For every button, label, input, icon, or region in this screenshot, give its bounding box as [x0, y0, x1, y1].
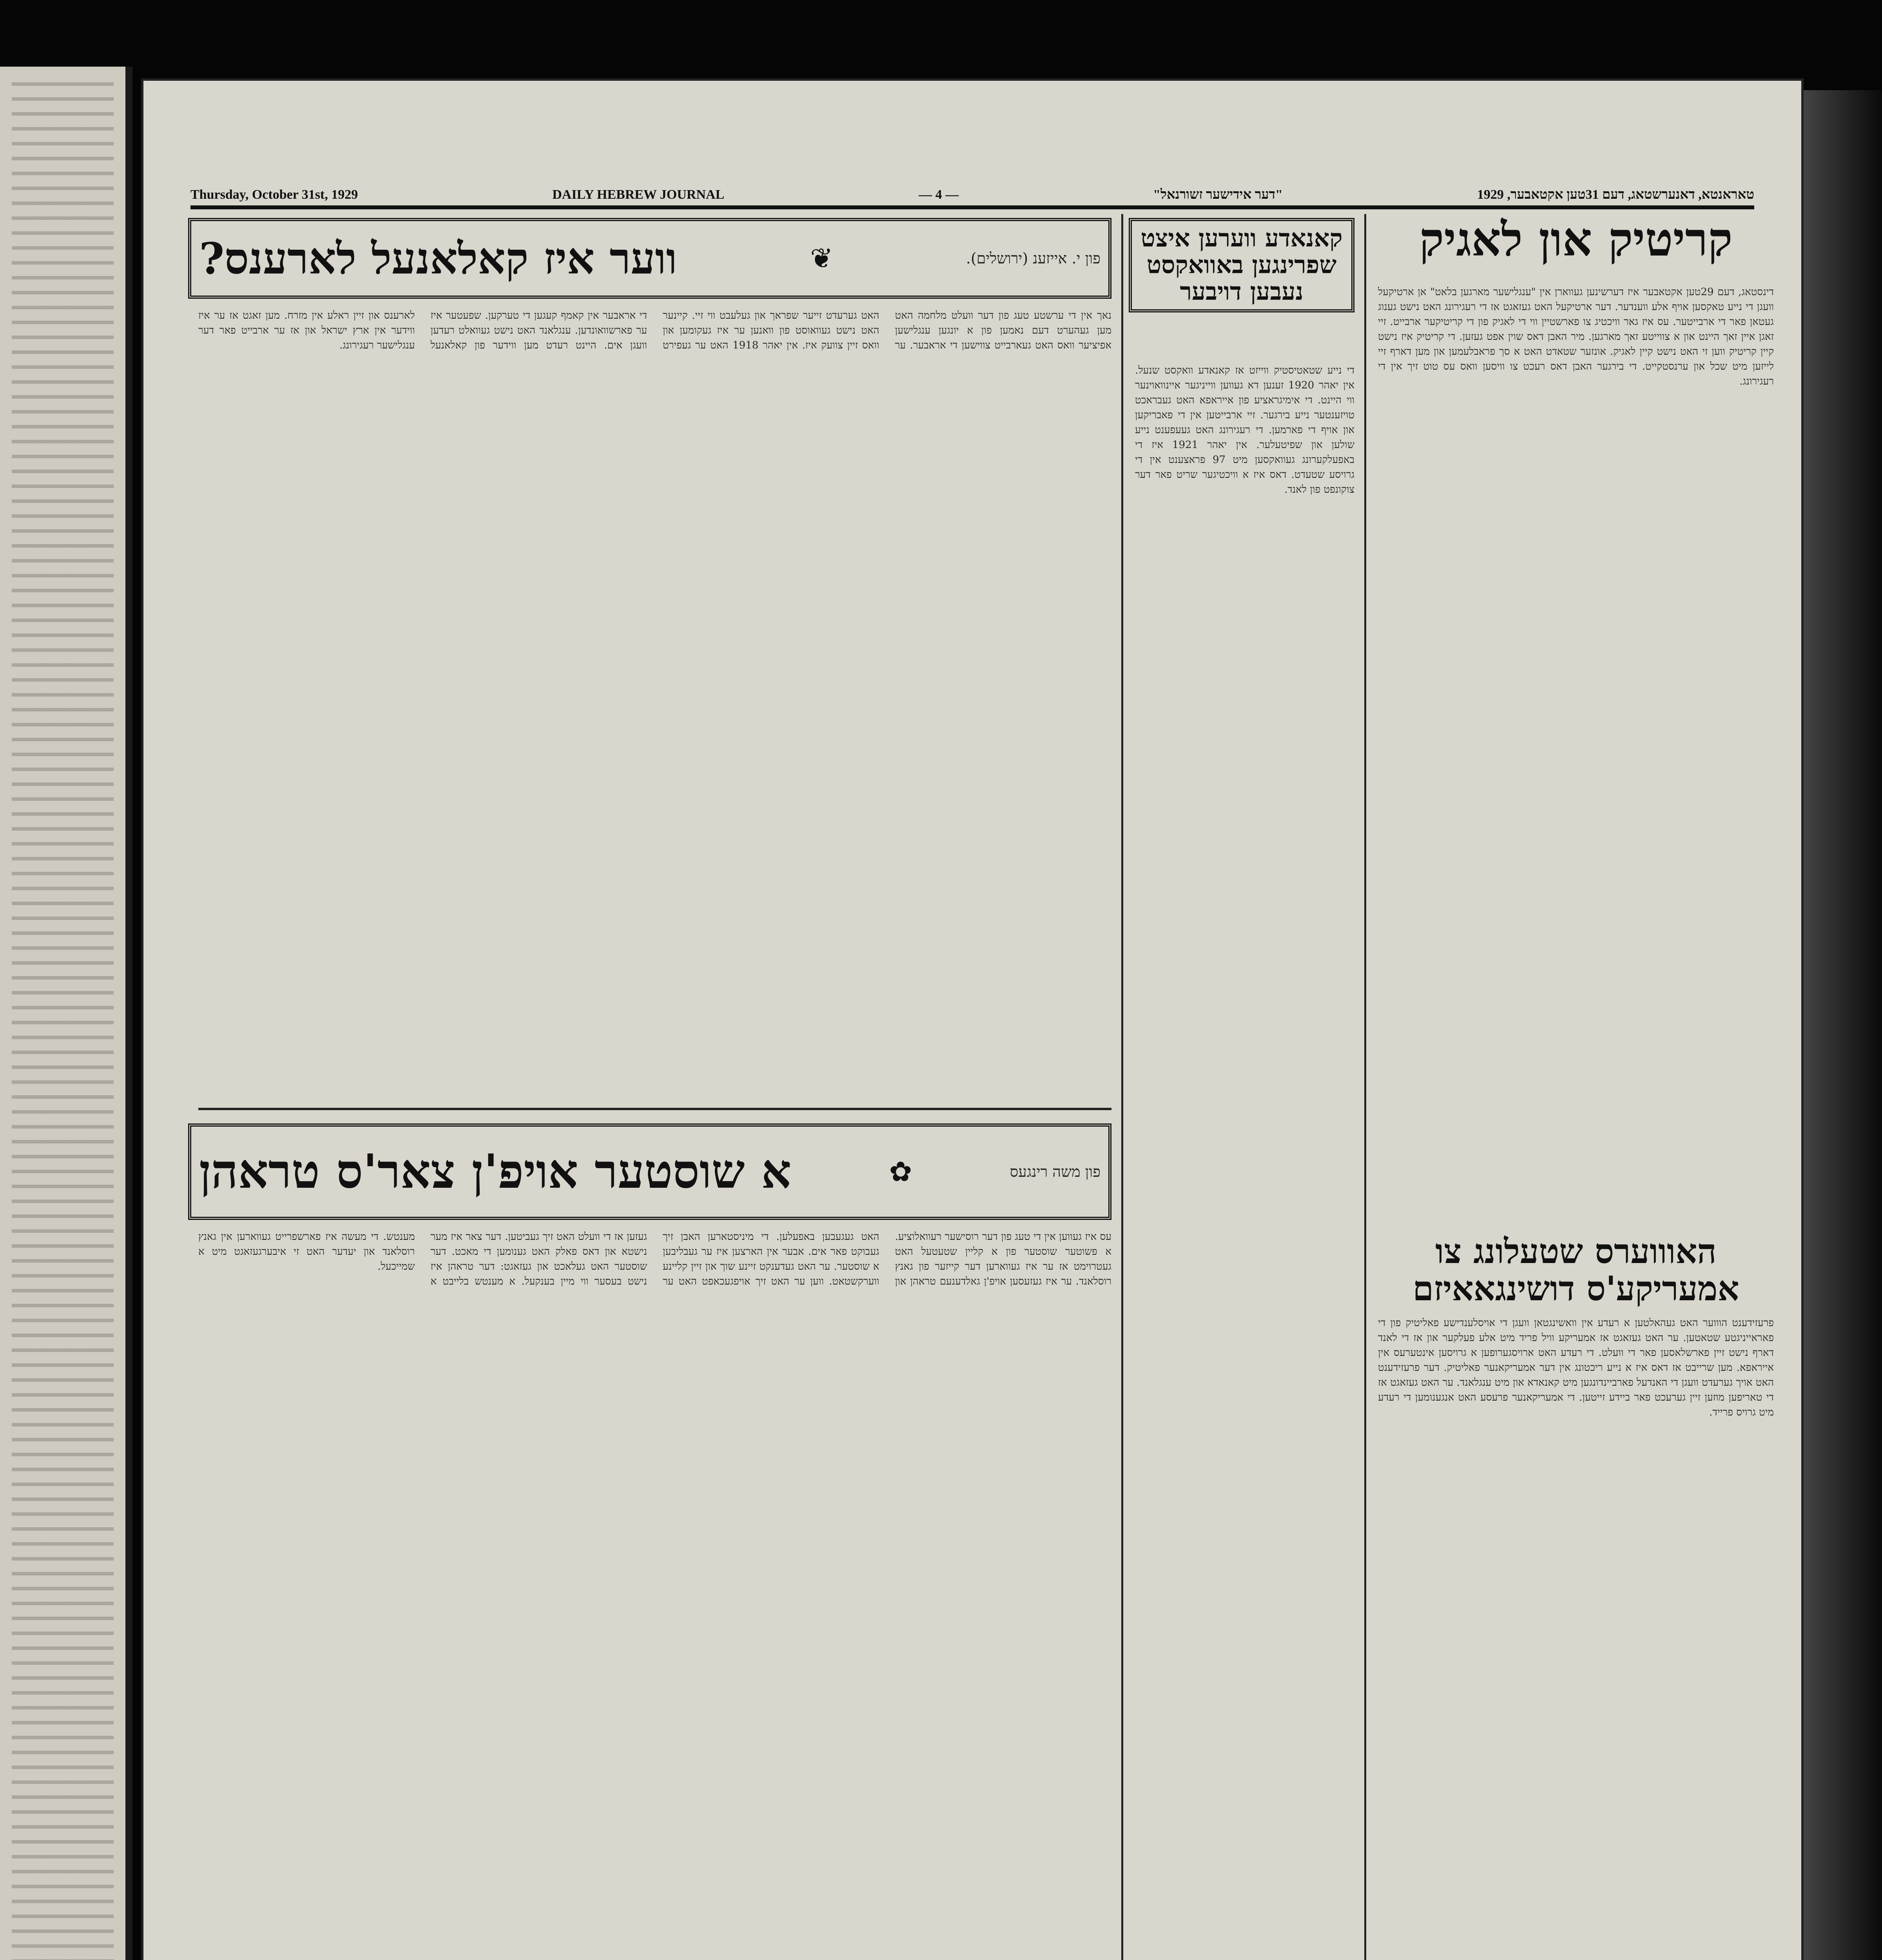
header-paper-en: DAILY HEBREW JOURNAL: [552, 187, 725, 202]
newspaper-page: [141, 78, 1804, 1960]
page-header: [190, 175, 1754, 209]
kolonel-byline: פון י. אייזענ (ירושלים).: [966, 249, 1101, 267]
kolonel-headline: ווער איז קאלאנעל לארענס?: [199, 233, 677, 284]
adjacent-page-text-lines: [12, 82, 114, 1960]
section-rule: [198, 1108, 1111, 1110]
shuster-body: עס איז געווען אין די טעג פון דער רוסישער רעוואלוציע. א פשוטער שוסטער פון א קליין שטעטעל האט געטרוימט אז ער איז געווארען דער קייזער פון גאנץ רוסלאנד. ער איז געזעסען אויפ'ן גאלדענעם טראהן און האט געגעבען באפעלען. די מיניסטארען האבן זיך געבוקט פאר אים. אבער אין הארצען איז ער געבליבען א שוסטער. ער האט געדענקט זיינע שוך און זיין קליינע ווערקשטאט. ווען ער האט זיך אויפגעכאפט האט ער געזען אז די וועלט האט זיך געביטען. דער צאר איז מער נישטא און דאס פאלק האט גענומען די מאכט. דער שוסטער האט געלאכט און געזאגט: דער טראהן איז נישט בעסער ווי מיין בענקעל. א מענטש בלייבט א מענטש. די מעשה איז פארשפרייט געווארען אין גאנץ רוסלאנד און יעדער האט זי איבערגעזאגט מיט א שמייכעל.: [198, 1231, 1111, 1287]
scan-edge-shadow: [1804, 90, 1882, 1960]
hoover-body: פרעזידענט הוווער האט געהאלטען א רעדע אין וואשינגטאן וועגן די אויסלענדישע פאליטיק פון די פאראייניגטע שטאטען. ער האט געזאגט אז אמעריקע וויל פריד מיט אלע פעלקער און אז די לאנד דארף נישט זיין פארשלאסען פאר די וועלט. די רעדע האט ארויסגערופען א גרויסען אינטערעס אין אייראפא. מען שרייבט אז דאס איז א נייע ריכטונג אין דער אמעריקאנער פאליטיק. דער פרעזידענט האט אויך גערעדט וועגן די האנדעל פארביינדונגען מיט קאנאדא און מיט ענגלאנד. ער האט געזאגט אז די טאריפען מוזען זיין גערעכט פאר ביידע זייטען. די אמעריקאנער פרעסע האט אנגענומען די רעדע מיט גרויס פרייד.: [1378, 1317, 1774, 1418]
header-paper-yi: "דער אידישער זשורנאל": [1153, 187, 1283, 202]
kanada-headline: קאנאדע ווערען איצט שפרינגען באוואקסט נעבען דויבער: [1129, 218, 1354, 312]
kolonel-body: נאך אין די ערשטע טעג פון דער וועלט מלחמה האט מען געהערט דעם נאמען פון א יונגען ענגלישען אפיציער וואס האט געארבייט צווישען די אראבער. ער האט גערעדט זייער שפראך און געלעבט ווי זיי. קיינער האט נישט געוואוסט פון וואנען ער איז געקומען און וואס זיין צוועק איז. אין יאהר 1918 האט ער געפירט די אראבער אין קאמף קעגען די טערקען. שפעטער איז ער פארשוואונדען. ענגלאנד האט נישט געוואלט רעדען וועגן אים. היינט רעדט מען ווידער פון קאלאנעל לארענס און זיין ראלע אין מזרח. מען זאגט אז ער איז ווידער אין ארץ ישראל און אז ער ארבייט פאר דער ענגלישער רעגירונג.: [198, 310, 1111, 351]
adjacent-page-strip: [0, 67, 132, 1960]
hoover-headline: האוווערס שטעלונג צו אמעריקע'ס דושינגאאיזם: [1412, 1232, 1739, 1308]
ornament-icon: ✿: [889, 1156, 912, 1188]
header-page-number: — 4 —: [919, 187, 959, 202]
shuster-headline: א שוסטער אויפ'ן צאר'ס טראהן: [199, 1144, 792, 1199]
kritik-body: דינסטאג, דעם 29טען אקטאבער איז דערשינען געווארן אין "ענגלישער מארגען בלאט" אן ארטיקעל וועגן די נייע טאקסען אויף אלע ווענדער. דער ארטיקעל האט געזאגט אז די רעגירונג האט נישט גענוג געטאן פאר די ארבייטער. עס איז גאר וויכטיג צו פארשטיין ווי די לאגיק פון די קריטיקער ארבייט. זיי זאגן איין זאך היינט און א צווייטע זאך מארגען. מיר האבן דאס שוין אפט געזען. די קריטיק איז נישט קיין קריטיק ווען זי האט נישט קיין לאגיק. אונזער שטאדט האט א סך פראבלעמען און מען דארף זיי לייזען מיט שכל און ערנסטקייט. די בירגער האבן דאס רעכט צו וויסען וואס עס טוט זיך אין די רעגירונג.: [1378, 286, 1774, 387]
header-date-en: Thursday, October 31st, 1929: [190, 187, 358, 202]
column-rule: [1364, 214, 1366, 1960]
kanada-body: די נייע שטאטיסטיק ווייזט אז קאנאדע וואקסט שנעל. אין יאהר 1920 זענען דא געווען ווייניגער איינוואוינער ווי היינט. די אימיגראציע פון אייראפא האט געבראכט טויזענטער נייע בירגער. זיי ארבייטען אין די פאבריקען און אויף די פארמען. די רעגירונג האט געעפענט נייע שולען און שפיטעלער. אין יאהר 1921 איז די באפעלקערונג געוואקסען מיט 97 פראצענט אין די גרויסע שטעדט. דאס איז א וויכטיגער שריט פאר דער צוקונפט פון לאנד.: [1135, 365, 1354, 495]
column-rule: [1121, 214, 1123, 1960]
kritik-headline: קריטיק און לאגיק: [1419, 212, 1733, 267]
header-date-yi: טאראנטא, דאנערשטאג, דעם 31טען אקטאבער, 1929: [1477, 187, 1754, 202]
kolonel-headline-box: [188, 218, 1111, 299]
ornament-icon: ❦: [810, 242, 833, 274]
shuster-byline: פון משה רינגעס: [1010, 1163, 1101, 1180]
shuster-headline-box: [188, 1123, 1111, 1220]
